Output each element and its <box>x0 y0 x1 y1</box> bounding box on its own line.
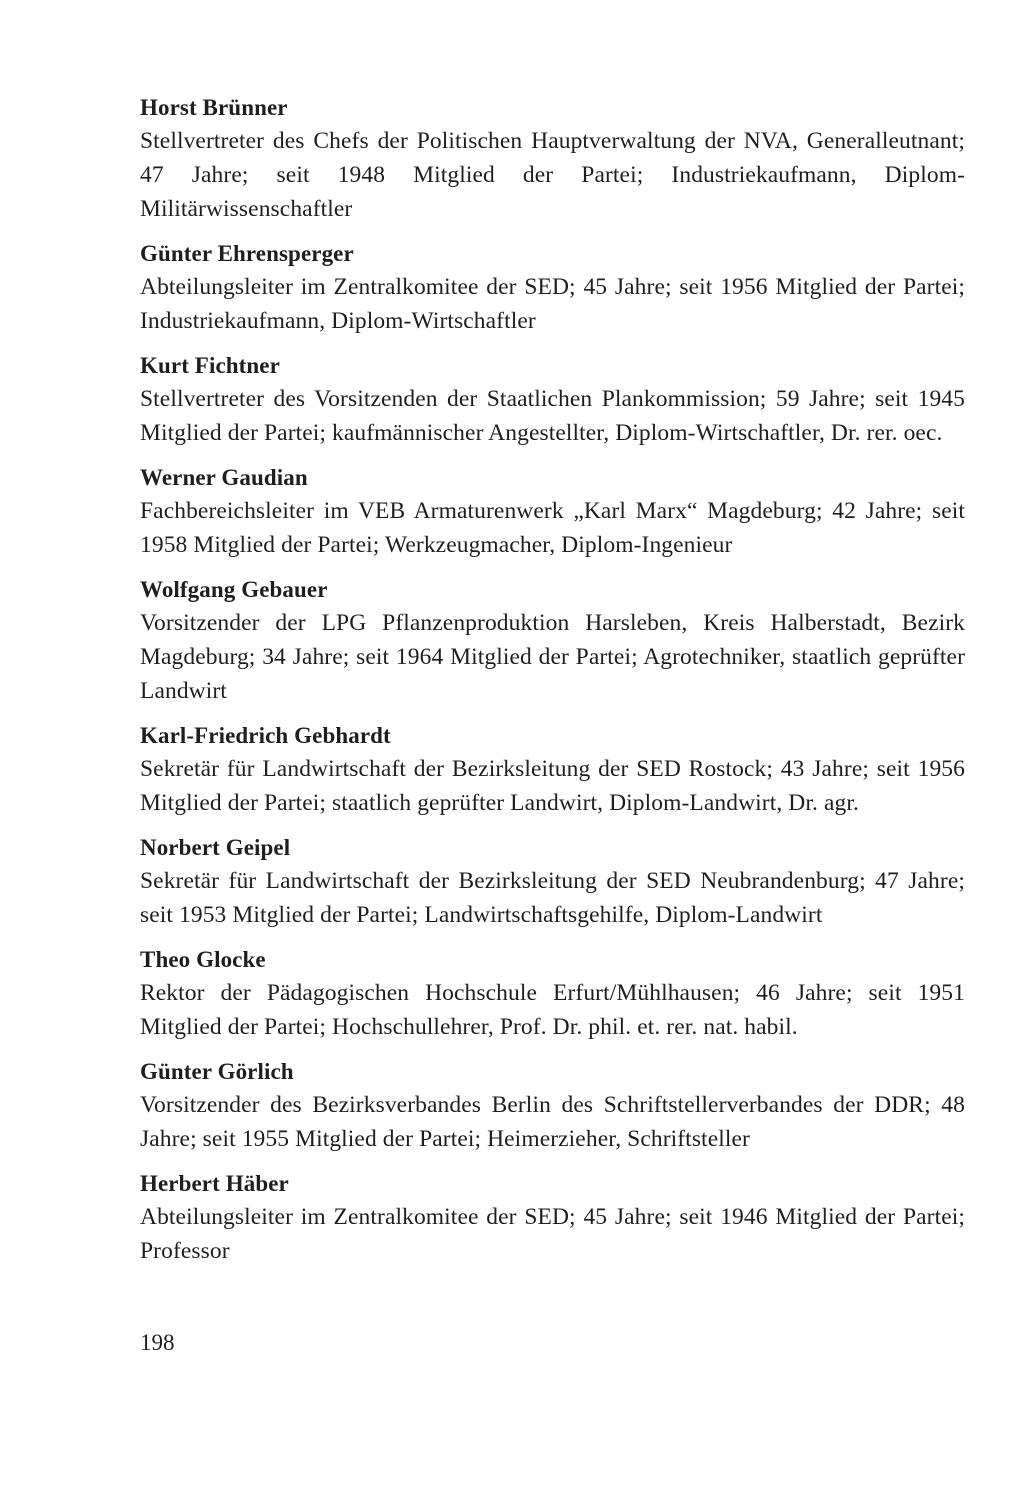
entry-name: Norbert Geipel <box>140 835 291 860</box>
entry-text: Fachbereichsleiter im VEB Armaturenwerk „Karl Marx“ Magdeburg; 42 Jahre; seit 1958 Mitglied der Partei; Werkzeugmacher, Diplom-Ingenieur <box>140 498 965 558</box>
entry-name: Günter Ehrensperger <box>140 241 354 266</box>
entry-text: Vorsitzender des Bezirksverbandes Berlin des Schriftstellerverbandes der DDR; 48 Jahre; seit 1955 Mitglied der Partei; Heimerzieher, Schriftsteller <box>140 1092 965 1152</box>
entry-text: Vorsitzender der LPG Pflanzenproduktion Harsleben, Kreis Halberstadt, Bezirk Magdeburg; 34 Jahre; seit 1964 Mitglied der Partei; Agrotechniker, staatlich geprüfter Landwirt <box>140 610 965 704</box>
entry-guenter-ehrensperger <box>140 238 965 338</box>
entry-text: Abteilungsleiter im Zentralkomitee der SED; 45 Jahre; seit 1946 Mitglied der Partei; Professor <box>140 1204 965 1264</box>
entry-name: Theo Glocke <box>140 947 266 972</box>
entry-name: Herbert Häber <box>140 1171 289 1196</box>
entry-text: Stellvertreter des Chefs der Politischen Hauptverwaltung der NVA, Generalleutnant; 47 Jahre; seit 1948 Mitglied der Partei; Industriekaufmann, Diplom-Militärwissenschaftler <box>140 128 965 222</box>
entry-name: Horst Brünner <box>140 95 288 120</box>
entry-text: Stellvertreter des Vorsitzenden der Staatlichen Plankommission; 59 Jahre; seit 1945 Mitglied der Partei; kaufmännischer Angestellter, Diplom-Wirtschaftler, Dr. rer. oec. <box>140 386 965 446</box>
entry-name: Wolfgang Gebauer <box>140 577 328 602</box>
entry-wolfgang-gebauer <box>140 574 965 708</box>
entry-horst-bruenner <box>140 92 965 226</box>
entry-guenter-goerlich <box>140 1056 965 1156</box>
entry-kurt-fichtner <box>140 350 965 450</box>
document-page <box>140 92 965 1280</box>
page-number: 198 <box>140 1330 175 1355</box>
entry-name: Karl-Friedrich Gebhardt <box>140 723 391 748</box>
entry-text: Sekretär für Landwirtschaft der Bezirksleitung der SED Neubrandenburg; 47 Jahre; seit 1953 Mitglied der Partei; Landwirtschaftsgehilfe, Diplom-Landwirt <box>140 868 965 928</box>
entry-text: Sekretär für Landwirtschaft der Bezirksleitung der SED Rostock; 43 Jahre; seit 1956 Mitglied der Partei; staatlich geprüfter Landwirt, Diplom-Landwirt, Dr. agr. <box>140 756 965 816</box>
entry-norbert-geipel <box>140 832 965 932</box>
entry-text: Abteilungsleiter im Zentralkomitee der SED; 45 Jahre; seit 1956 Mitglied der Partei; Industriekaufmann, Diplom-Wirtschaftler <box>140 274 965 334</box>
entry-name: Günter Görlich <box>140 1059 294 1084</box>
entry-name: Kurt Fichtner <box>140 353 280 378</box>
entry-werner-gaudian <box>140 462 965 562</box>
entry-karl-friedrich-gebhardt <box>140 720 965 820</box>
entry-herbert-haeber <box>140 1168 965 1268</box>
entry-text: Rektor der Pädagogischen Hochschule Erfurt/Mühlhausen; 46 Jahre; seit 1951 Mitglied der Partei; Hochschullehrer, Prof. Dr. phil. et. rer. nat. habil. <box>140 980 965 1040</box>
entry-theo-glocke <box>140 944 965 1044</box>
entry-name: Werner Gaudian <box>140 465 308 490</box>
